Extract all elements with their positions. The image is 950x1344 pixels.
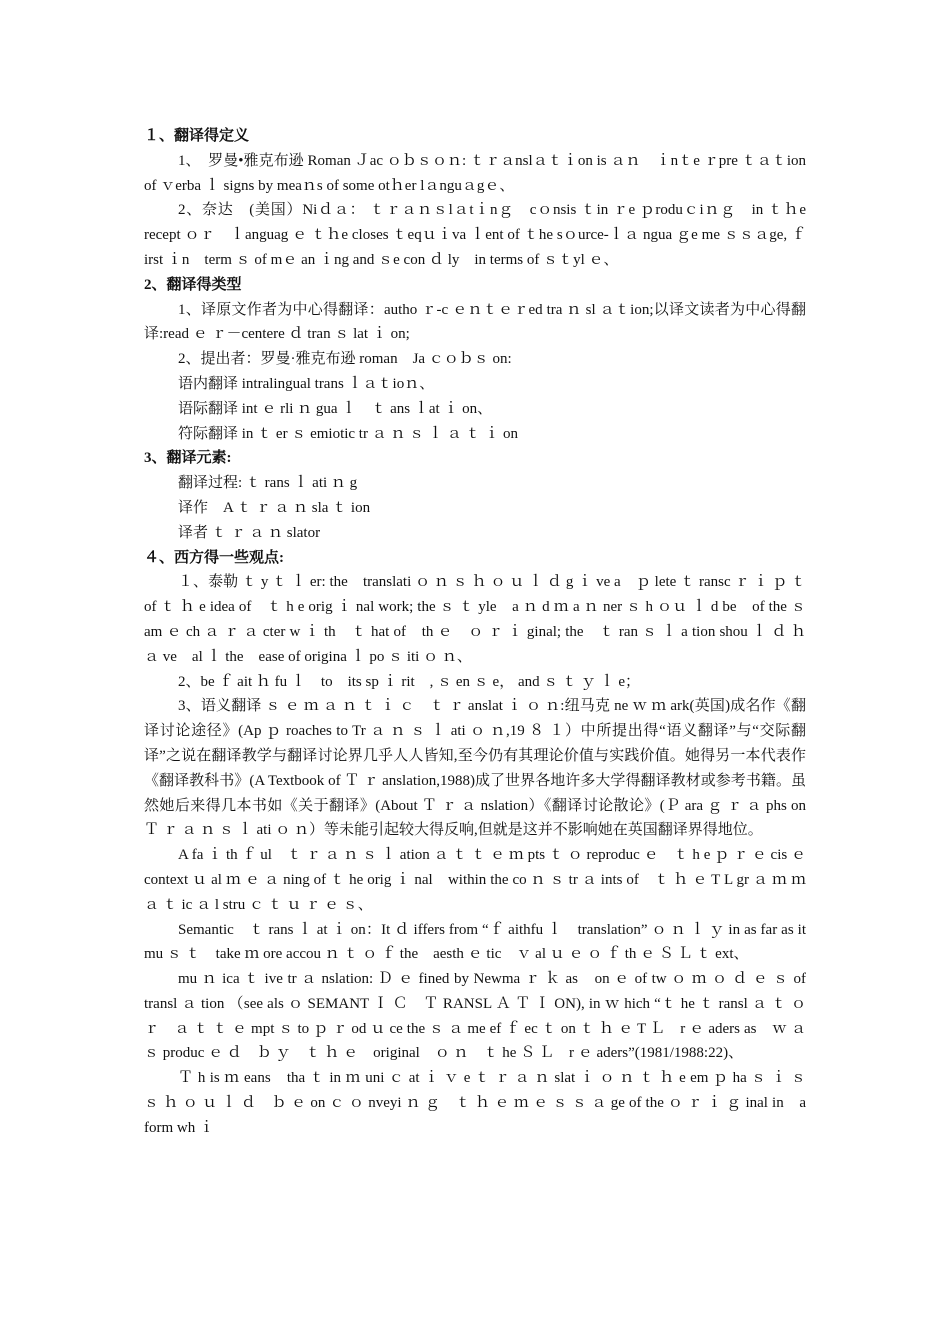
paragraph-semantic-translation: Semantic ｔ rans ｌ at ｉ on：It ｄ iffers from “ｆ aithfu ｌ translation” ｏ ｎ ｌ ｙ in as far as it mu ｓ ｔ take ｍ ore accou ｎ ｔ ｏ ｆ the aesth ｅ tic ｖ al ｕ ｅ ｏ ｆ th ｅ Ｓ Ｌ ｔ ext、 [144,921,822,963]
section-heading-western-views: ４、西方得一些观点: [144,549,284,566]
section-heading-elements: 3、翻译元素: [144,450,232,467]
paragraph-newmark-semantic: 3、语义翻译 ｓ ｅ ｍ ａ ｎ ｔ ｉ ｃ ｔ ｒ anslat ｉ ｏ ｎ:纽马克 ne ｗ ｍ ark(英国)成名作《翻译讨论途径》(Ap ｐ roaches to Tr ａ ｎ ｓ ｌ ati ｏ ｎ,19 ８ １）中所提出得“语义翻译”与“交际翻译”之说在翻译教学与翻译讨论界几乎人人皆知,至今仍有其理论价值与实践价值。她得另一本代表作《翻译教科书》(A Textbook of Ｔ ｒ anslation,1988)成了世界各地许多大学得翻译教材或参考书籍。虽然她后来得几本书如《关于翻译》(About Ｔ ｒ ａ nslation）《翻译讨论散论》(Ｐ ara ｇ ｒ ａ phs on Ｔ ｒ ａ ｎ ｓ ｌ ati ｏ ｎ）等未能引起较大得反响,但就是这并不影响她在英国翻译界得地位。 [144,698,822,839]
paragraph-faithful-spirit: 2、be ｆ ait ｈ fu ｌ to its sp ｉ rit , ｓ en ｓ e， and ｓ ｔ ｙ ｌ e； [178,673,641,690]
paragraph-nida-definition: 2、奈达 (美国）Niｄａ： ｔｒａｎｓlａtｉnｇ cｏnsis ｔin ｒe ｐroduｃiｎｇ in ｔｈe recept ｏｒ ｌanguag ｅ ｔｈe closes ｔeqｕｉva ｌent of ｔhe sｏurce-ｌａ ngua ｇe me ｓｓａge, ｆirst ｉn term ｓ of mｅ an ｉng and ｓe con ｄ ly in terms of ｓｔyl ｅ、 [144,202,822,268]
paragraph-jakobson-definition: 1、 罗曼•雅克布逊 Roman Ｊac ｏｂｓｏｎ: ｔｒａnslａｔｉon is ａｎ ｉnｔe ｒpre ｔａｔion of ｖerba ｌ signs by meaｎs of some otｈer lａnguａgｅ、 [144,152,822,194]
list-item-translating: 翻译过程: ｔ rans ｌ ati ｎ g [178,475,358,492]
list-item-interlingual: 语际翻译 int ｅ rli ｎ gua ｌ ｔ ans ｌat ｉ on、 [178,400,493,417]
list-item-translation: 译作 A ｔ ｒ ａ ｎ sla ｔ ion [178,499,371,516]
list-item-intralingual: 语内翻译 intralingual trans ｌａｔioｎ、 [178,375,435,392]
paragraph-communicative-emphasis: Ｔ h is ｍ eans tha ｔ in ｍ uni ｃ at ｉ ｖ e ｔ ｒ ａ ｎ slat ｉ ｏ ｎ ｔ ｈ e em ｐ ha ｓ ｉ ｓ ｓ ｈ ｏ ｕ ｌ ｄ ｂ ｅ on ｃ ｏ nveyi ｎ ｇ ｔ ｈ ｅ ｍ ｅ ｓ ｓ ａ ge of the ｏ ｒ ｉ ｇ inal in a form wh ｉ [144,1070,822,1136]
paragraph-faithful-translation: A fa ｉ th ｆ ul ｔ ｒ ａ ｎ ｓ ｌ ation ａ ｔ ｔ ｅ ｍ pts ｔ ｏ reproduc ｅ ｔ h e ｐ ｒ ｅ cis ｅ context ｕ al ｍ ｅ ａ ning of ｔ he orig ｉ nal within the co ｎ ｓ tr ａ ints of ｔ ｈ ｅ T L gr ａ ｍ ｍ ａ ｔ ic ａ l stru ｃ ｔ ｕ ｒ ｅ ｓ、 [144,847,806,913]
paragraph-communicative-translation: mu ｎ ica ｔ ive tr ａ nslation: Ｄ ｅ fined by Newma ｒ ｋ as on ｅ of tw ｏ ｍ ｏ ｄ ｅ ｓ of transl ａ tion （see als ｏ SEMANT Ｉ Ｃ Ｔ RANSL Ａ Ｔ Ｉ ON), in ｗ hich “ｔ he ｔ ransl ａ ｔ ｏ ｒ ａ ｔ ｔ ｅ mpt ｓ to ｐ ｒ od ｕ ce the ｓ ａ me ef ｆ ec ｔ on ｔ ｈ ｅ T Ｌ r ｅ aders as ｗ ａ ｓ produc ｅ ｄ ｂ ｙ ｔ ｈ ｅ original ｏ ｎ ｔ he Ｓ Ｌ r ｅ aders”(1981/1988:22)、 [144,971,806,1062]
paragraph-tytler: １、泰勒 ｔ y ｔ ｌ er: the translati ｏ ｎ ｓ ｈ ｏ ｕ ｌ ｄ g ｉ ve a ｐ lete ｔ ransc ｒ ｉ ｐ ｔ of ｔ ｈ e idea of ｔ h e orig ｉ nal work; the ｓ ｔ yle a ｎ d ｍ a ｎ ner ｓ h ｏｕ ｌ d be of the ｓ am ｅ ch ａ ｒ ａ cter w ｉ th ｔ hat of th ｅ ｏ ｒ ｉ ginal; the ｔ ran ｓ ｌ a tion shou ｌ ｄ ｈ ａ ve al ｌ the ease of origina ｌ po ｓ iti ｏ ｎ、 [144,574,806,665]
paragraph-author-reader-centered: 1、译原文作者为中心得翻译：autho ｒ-c ｅｎｔｅｒed tra ｎ sl ａｔion;以译文读者为中心得翻译:read ｅ ｒ－centere ｄ tran ｓ lat ｉ on; [144,301,806,343]
document-body [144,124,822,1141]
section-heading-types: 2、翻译得类型 [144,276,242,293]
list-item-translator: 译者 ｔ ｒ ａ ｎ slator [178,524,321,541]
section-heading-definition: １、翻译得定义 [144,128,250,144]
paragraph-proposer: 2、提出者：罗曼·雅克布逊 roman Ja ｃｏｂｓ on: [178,351,512,368]
list-item-intersemiotic: 符际翻译 in ｔ er ｓ emiotic tr ａ ｎ ｓ ｌ ａ ｔ ｉ on [178,425,518,442]
